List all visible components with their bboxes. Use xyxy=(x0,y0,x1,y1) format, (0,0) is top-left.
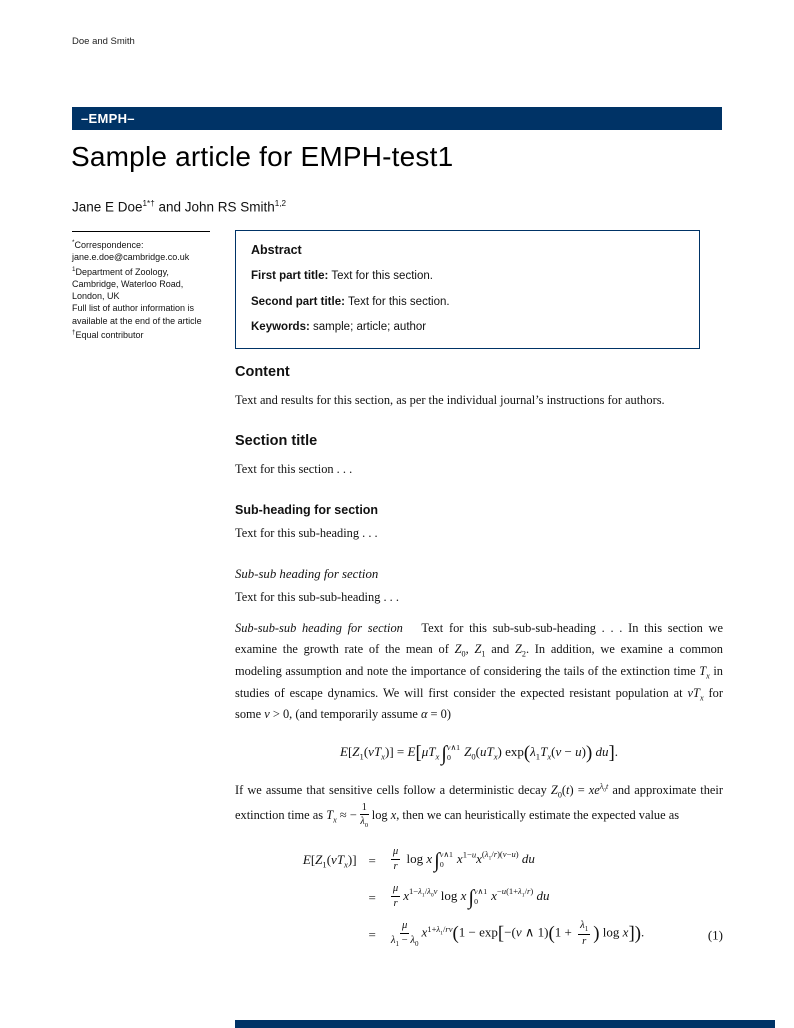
abstract-item xyxy=(251,294,684,311)
paragraph: Text for this section . . . xyxy=(235,461,353,476)
paragraph: Text for this sub-heading . . . xyxy=(235,525,378,540)
article-title: Sample article for EMPH-test1 xyxy=(71,141,454,172)
correspondence-line: *Correspondence: xyxy=(72,239,144,250)
section-heading-title: Section title xyxy=(235,433,318,450)
running-head: Doe and Smith xyxy=(72,36,135,47)
journal-banner-label: –EMPH– xyxy=(81,111,135,126)
equation-number: (1) xyxy=(707,927,723,943)
abstract-item-label: First part title: xyxy=(251,270,329,282)
section-heading-content: Content xyxy=(235,364,290,380)
correspondence-line: $^1$Department of Zoology, xyxy=(72,265,169,277)
runin-heading: Sub-sub-sub heading for section xyxy=(235,621,403,636)
article-body xyxy=(235,361,723,953)
abstract-heading: Abstract xyxy=(251,243,302,257)
correspondence-line: Full list of author information is xyxy=(72,303,195,314)
abstract-box xyxy=(235,230,700,349)
equation-row xyxy=(235,879,723,916)
journal-banner xyxy=(72,107,722,130)
abstract-item-text: sample; article; author xyxy=(313,321,427,334)
subsubsection-heading: Sub-sub heading for section xyxy=(235,567,379,582)
paragraph: Text and results for this section, as per the individual journal’s instructions for authors. xyxy=(235,392,665,407)
footer-bar xyxy=(235,1020,775,1028)
correspondence-line: Cambridge, Waterloo Road, xyxy=(72,278,184,289)
equation-rhs: $\frac{\mu}{\lambda_1 - \lambda_0}$ $x^{1+\lambda_1/rv}(1 - \exp[-(v$ ∧ 1)(1 + $\frac{\lambda_1}{r}$ ) log x]). xyxy=(390,919,645,948)
paragraph-with-runin-heading xyxy=(235,618,723,724)
display-equation: $E[Z_1(vT_x)] = E[\mu T_x\int$ v∧1 0 $Z_0(uT_x) \exp(\lambda_1T_x(v - u))$ du]. xyxy=(340,741,618,765)
footnote-rule xyxy=(72,231,210,232)
correspondence-line: available at the end of the article xyxy=(72,315,202,326)
correspondence-line: London, UK xyxy=(72,291,120,302)
paragraph: Text for this sub-sub-heading . . . xyxy=(235,590,399,605)
correspondence-email: jane.e.doe@cambridge.co.uk xyxy=(72,252,190,263)
equation-rhs: $\frac{\mu}{r}$ log x∫ v∧1 0 $x^{1-u}x^{(\lambda_1/r)(v-u)}$ du xyxy=(392,845,535,873)
abstract-item-text: Text for this section. xyxy=(331,270,433,282)
abstract-item-label: Keywords: xyxy=(251,321,310,334)
abstract-item-label: Second part title: xyxy=(251,295,345,308)
correspondence-block xyxy=(72,237,224,341)
abstract-item xyxy=(251,268,684,285)
equation-rhs: $\frac{\mu}{r}$ $x^{1-\lambda_1/\lambda_0v}$ log x∫ v∧1 0 $x^{-u(1+\lambda_1/r)}$ du xyxy=(392,882,550,910)
subsection-heading: Sub-heading for section xyxy=(235,503,379,518)
abstract-item-text: Text for this section. xyxy=(347,295,450,308)
equation-relation: = xyxy=(368,927,376,943)
equation-relation: = xyxy=(368,853,376,869)
paragraph-text: Text for this sub-sub-sub-heading . . . In this section we examine the growth rate of the mean of $Z_0$, $Z_1$ and $Z_2$. In addition, we examine a common modeling assumption and note the importance of considering the tails of the extinction time $T_x$ in studies of escape dynamics. We will first consider the expected resistant population at $vT_x$ for some v > 0, (and temporarily assume α = 0) xyxy=(235,621,724,722)
equation-relation: = xyxy=(368,890,376,906)
equation-row xyxy=(235,916,723,953)
equation-row xyxy=(235,842,723,879)
abstract-item xyxy=(251,319,684,336)
paragraph: If we assume that sensitive cells follow a deterministic decay $Z_0(t) = xe^{\lambda_0t}$ and approximate their extinction time as $T_x$ ≈ − $\frac{1}{\lambda_0}$ log x, then we can heuristically estimate the expected value as xyxy=(235,781,723,830)
equation-lhs: $E[Z_1(vT_x)]$ xyxy=(302,852,357,870)
authors-line: Jane E Doe$^{1*\dagger}$ and John RS Smith$^{1,2}$ xyxy=(72,199,287,215)
correspondence-line: †Equal contributor xyxy=(72,329,144,341)
aligned-equations xyxy=(235,842,723,953)
